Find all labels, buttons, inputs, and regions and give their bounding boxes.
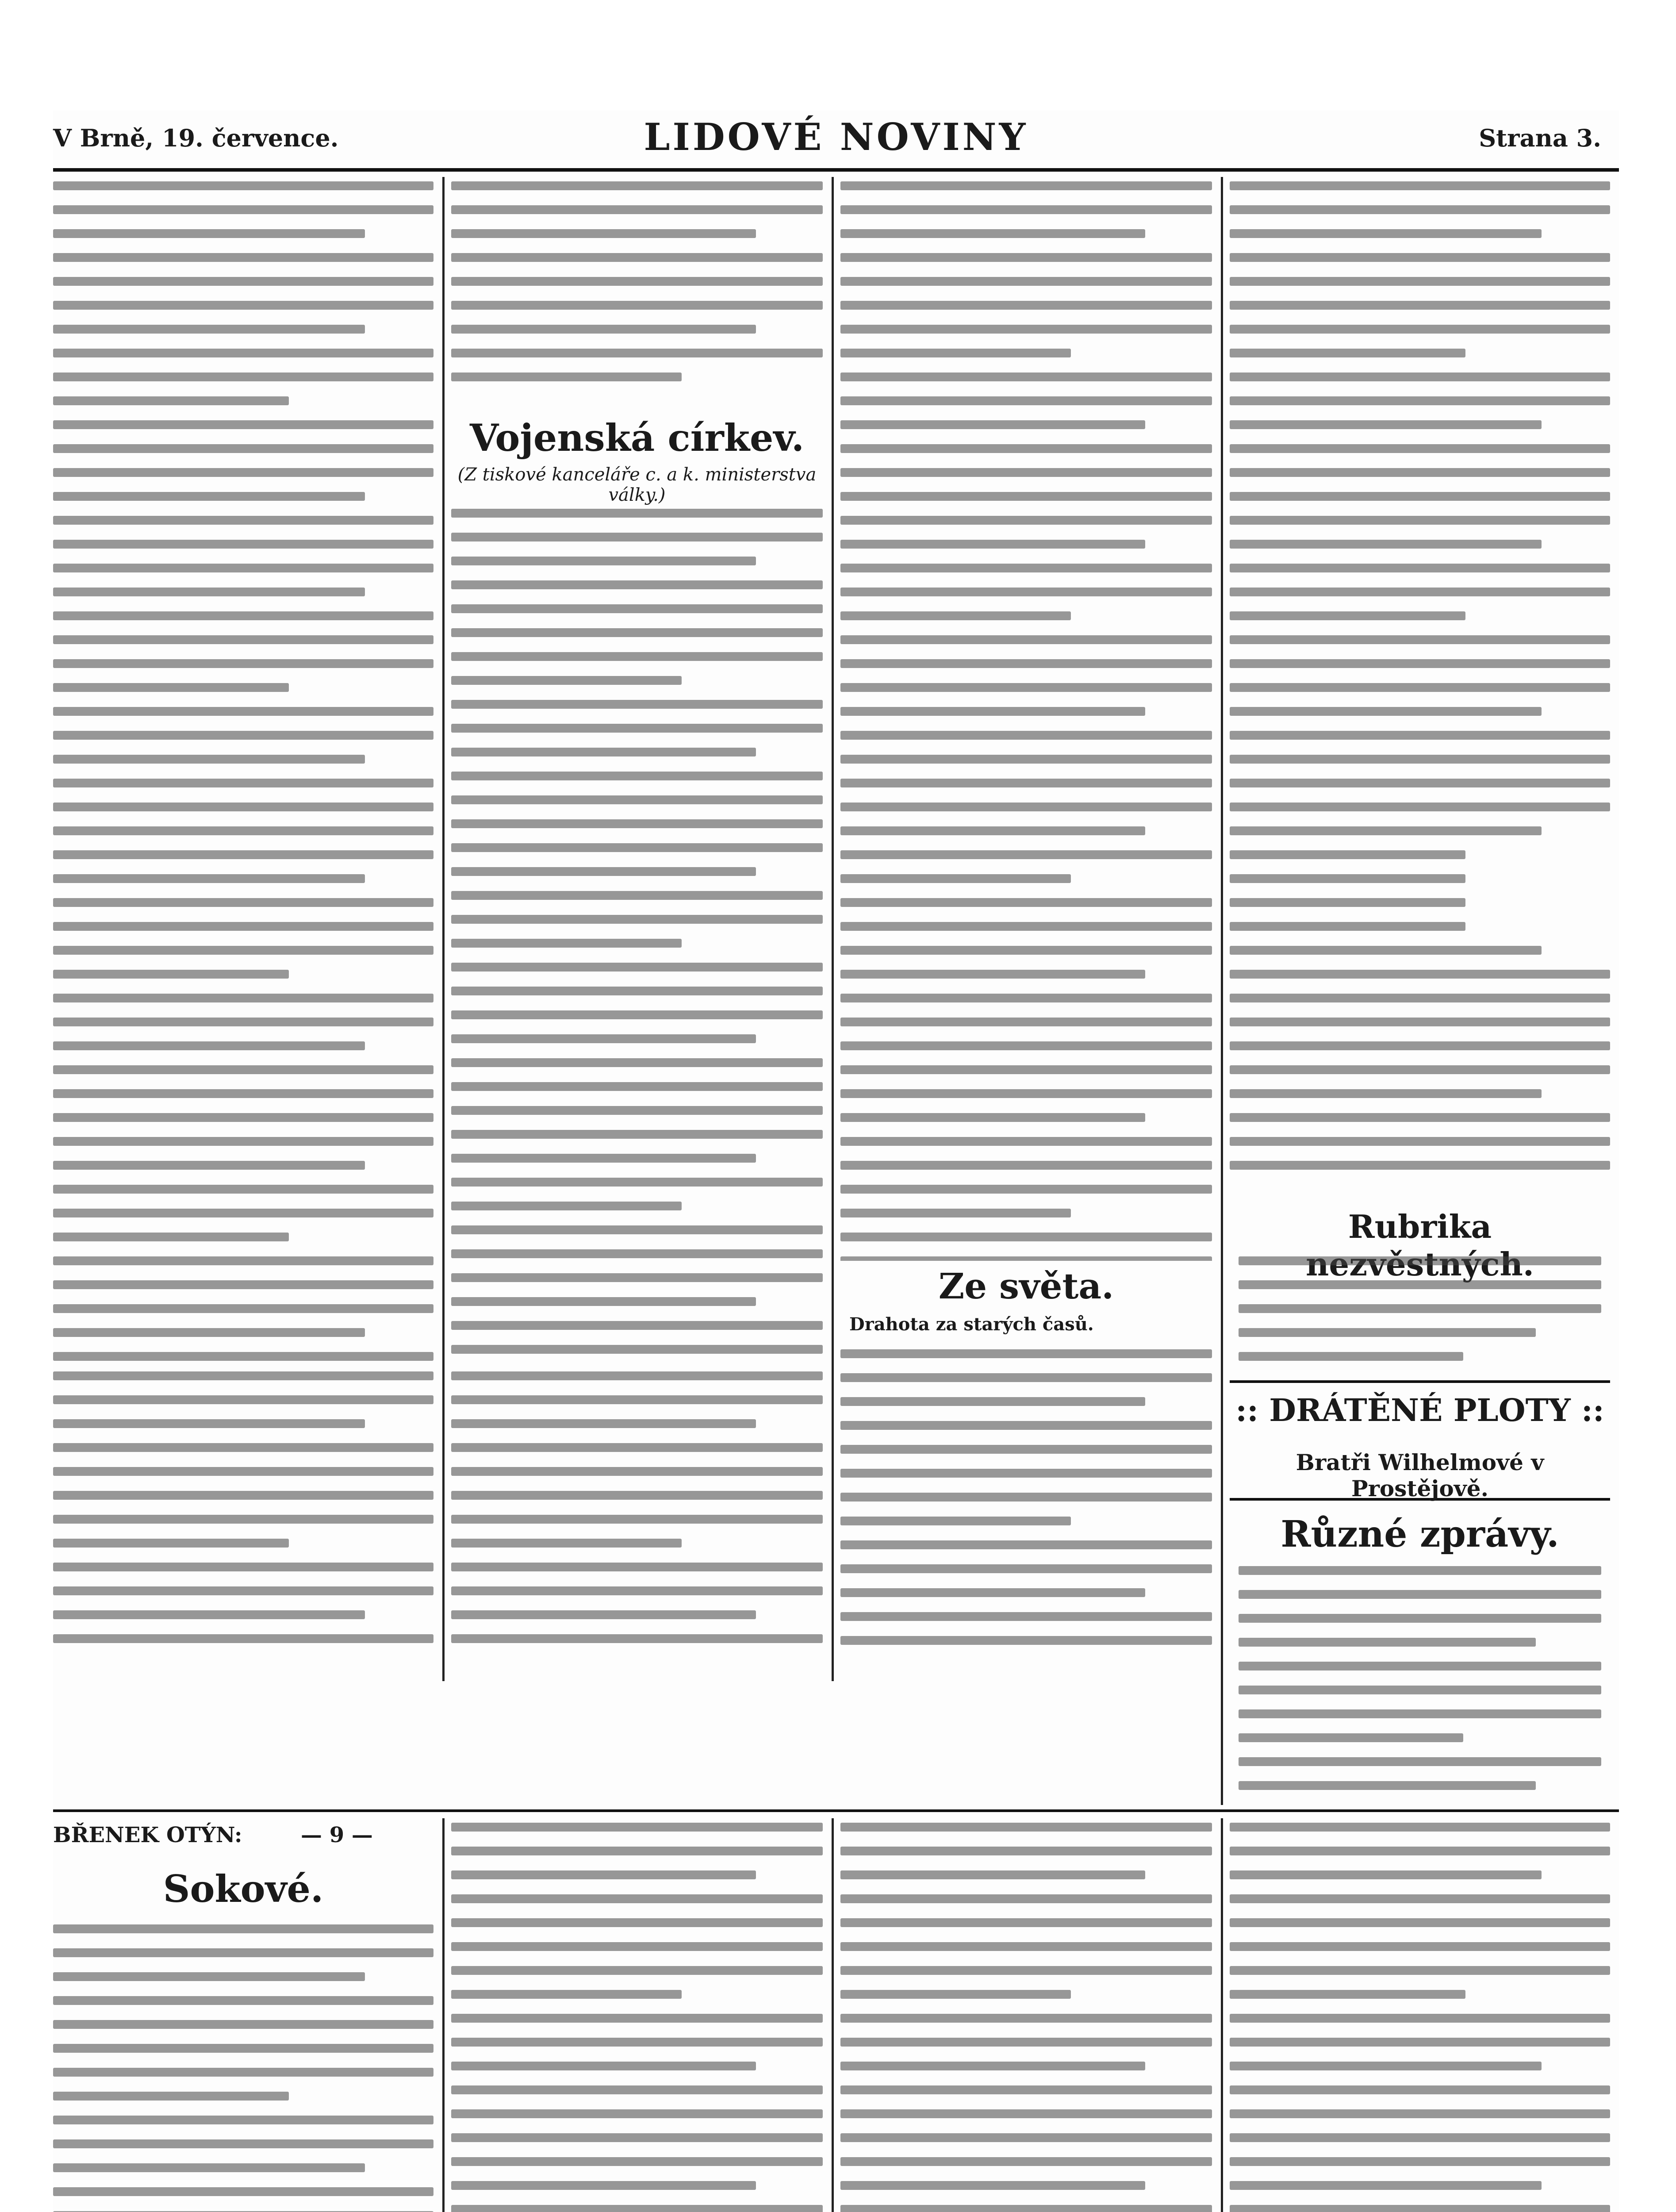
article-column-4 [1230, 181, 1610, 1181]
headline-world: Ze světa. [938, 1265, 1114, 1307]
column-divider [832, 177, 834, 1371]
serial-column-3 [840, 1823, 1212, 2212]
serial-section-rule [53, 1809, 1619, 1812]
column-divider [442, 1371, 445, 1681]
article-column-3-cont [840, 1349, 1212, 1672]
serial-number: — 9 — [301, 1823, 373, 1847]
subheading-army-church: (Z tiskové kanceláře c. a k. ministerstva války.) [457, 465, 817, 505]
newspaper-page [53, 111, 1619, 2212]
serial-author: BŘENEK OTÝN: [53, 1823, 242, 1847]
column-divider [832, 1818, 834, 2212]
advert-title: :: DRÁTĚNÉ PLOTY :: [1235, 1392, 1604, 1429]
page-header [53, 115, 1619, 168]
column-divider [442, 177, 445, 1371]
dateline: V Brně, 19. července. [53, 124, 339, 152]
masthead: LIDOVÉ NOVINY [644, 115, 1028, 159]
column-divider [442, 1818, 445, 2212]
column-divider [1221, 177, 1223, 1371]
serial-column-2 [451, 1823, 823, 2212]
headline-army-church: Vojenská církev. [469, 416, 805, 460]
article-column-2 [451, 509, 823, 1367]
column-divider [1221, 1371, 1223, 1805]
headline-misc-news: Různé zprávy. [1281, 1513, 1559, 1555]
serial-title: Sokové. [163, 1867, 324, 1911]
column-divider [832, 1371, 834, 1681]
article-column-1-cont [53, 1371, 433, 1672]
advert-wire-fences [1230, 1380, 1610, 1501]
advert-firm: Bratři Wilhelmové v Prostějově. [1296, 1449, 1544, 1502]
page-number: Strana 3. [1479, 124, 1601, 152]
article-column-1 [53, 181, 433, 1367]
column-divider [1221, 1818, 1223, 2212]
article-column-2-cont [451, 1371, 823, 1672]
serial-column-1 [53, 1924, 433, 2212]
headline-missing-persons: Rubrika [1348, 1208, 1492, 1245]
article-column-2-top [451, 181, 823, 403]
header-rule [53, 168, 1619, 172]
misc-news-body [1239, 1566, 1601, 1796]
subheading-expensive-times: Drahota za starých časů. [849, 1314, 1094, 1335]
article-column-3 [840, 181, 1212, 1261]
serial-column-4 [1230, 1823, 1610, 2212]
missing-persons-notices [1239, 1256, 1601, 1371]
